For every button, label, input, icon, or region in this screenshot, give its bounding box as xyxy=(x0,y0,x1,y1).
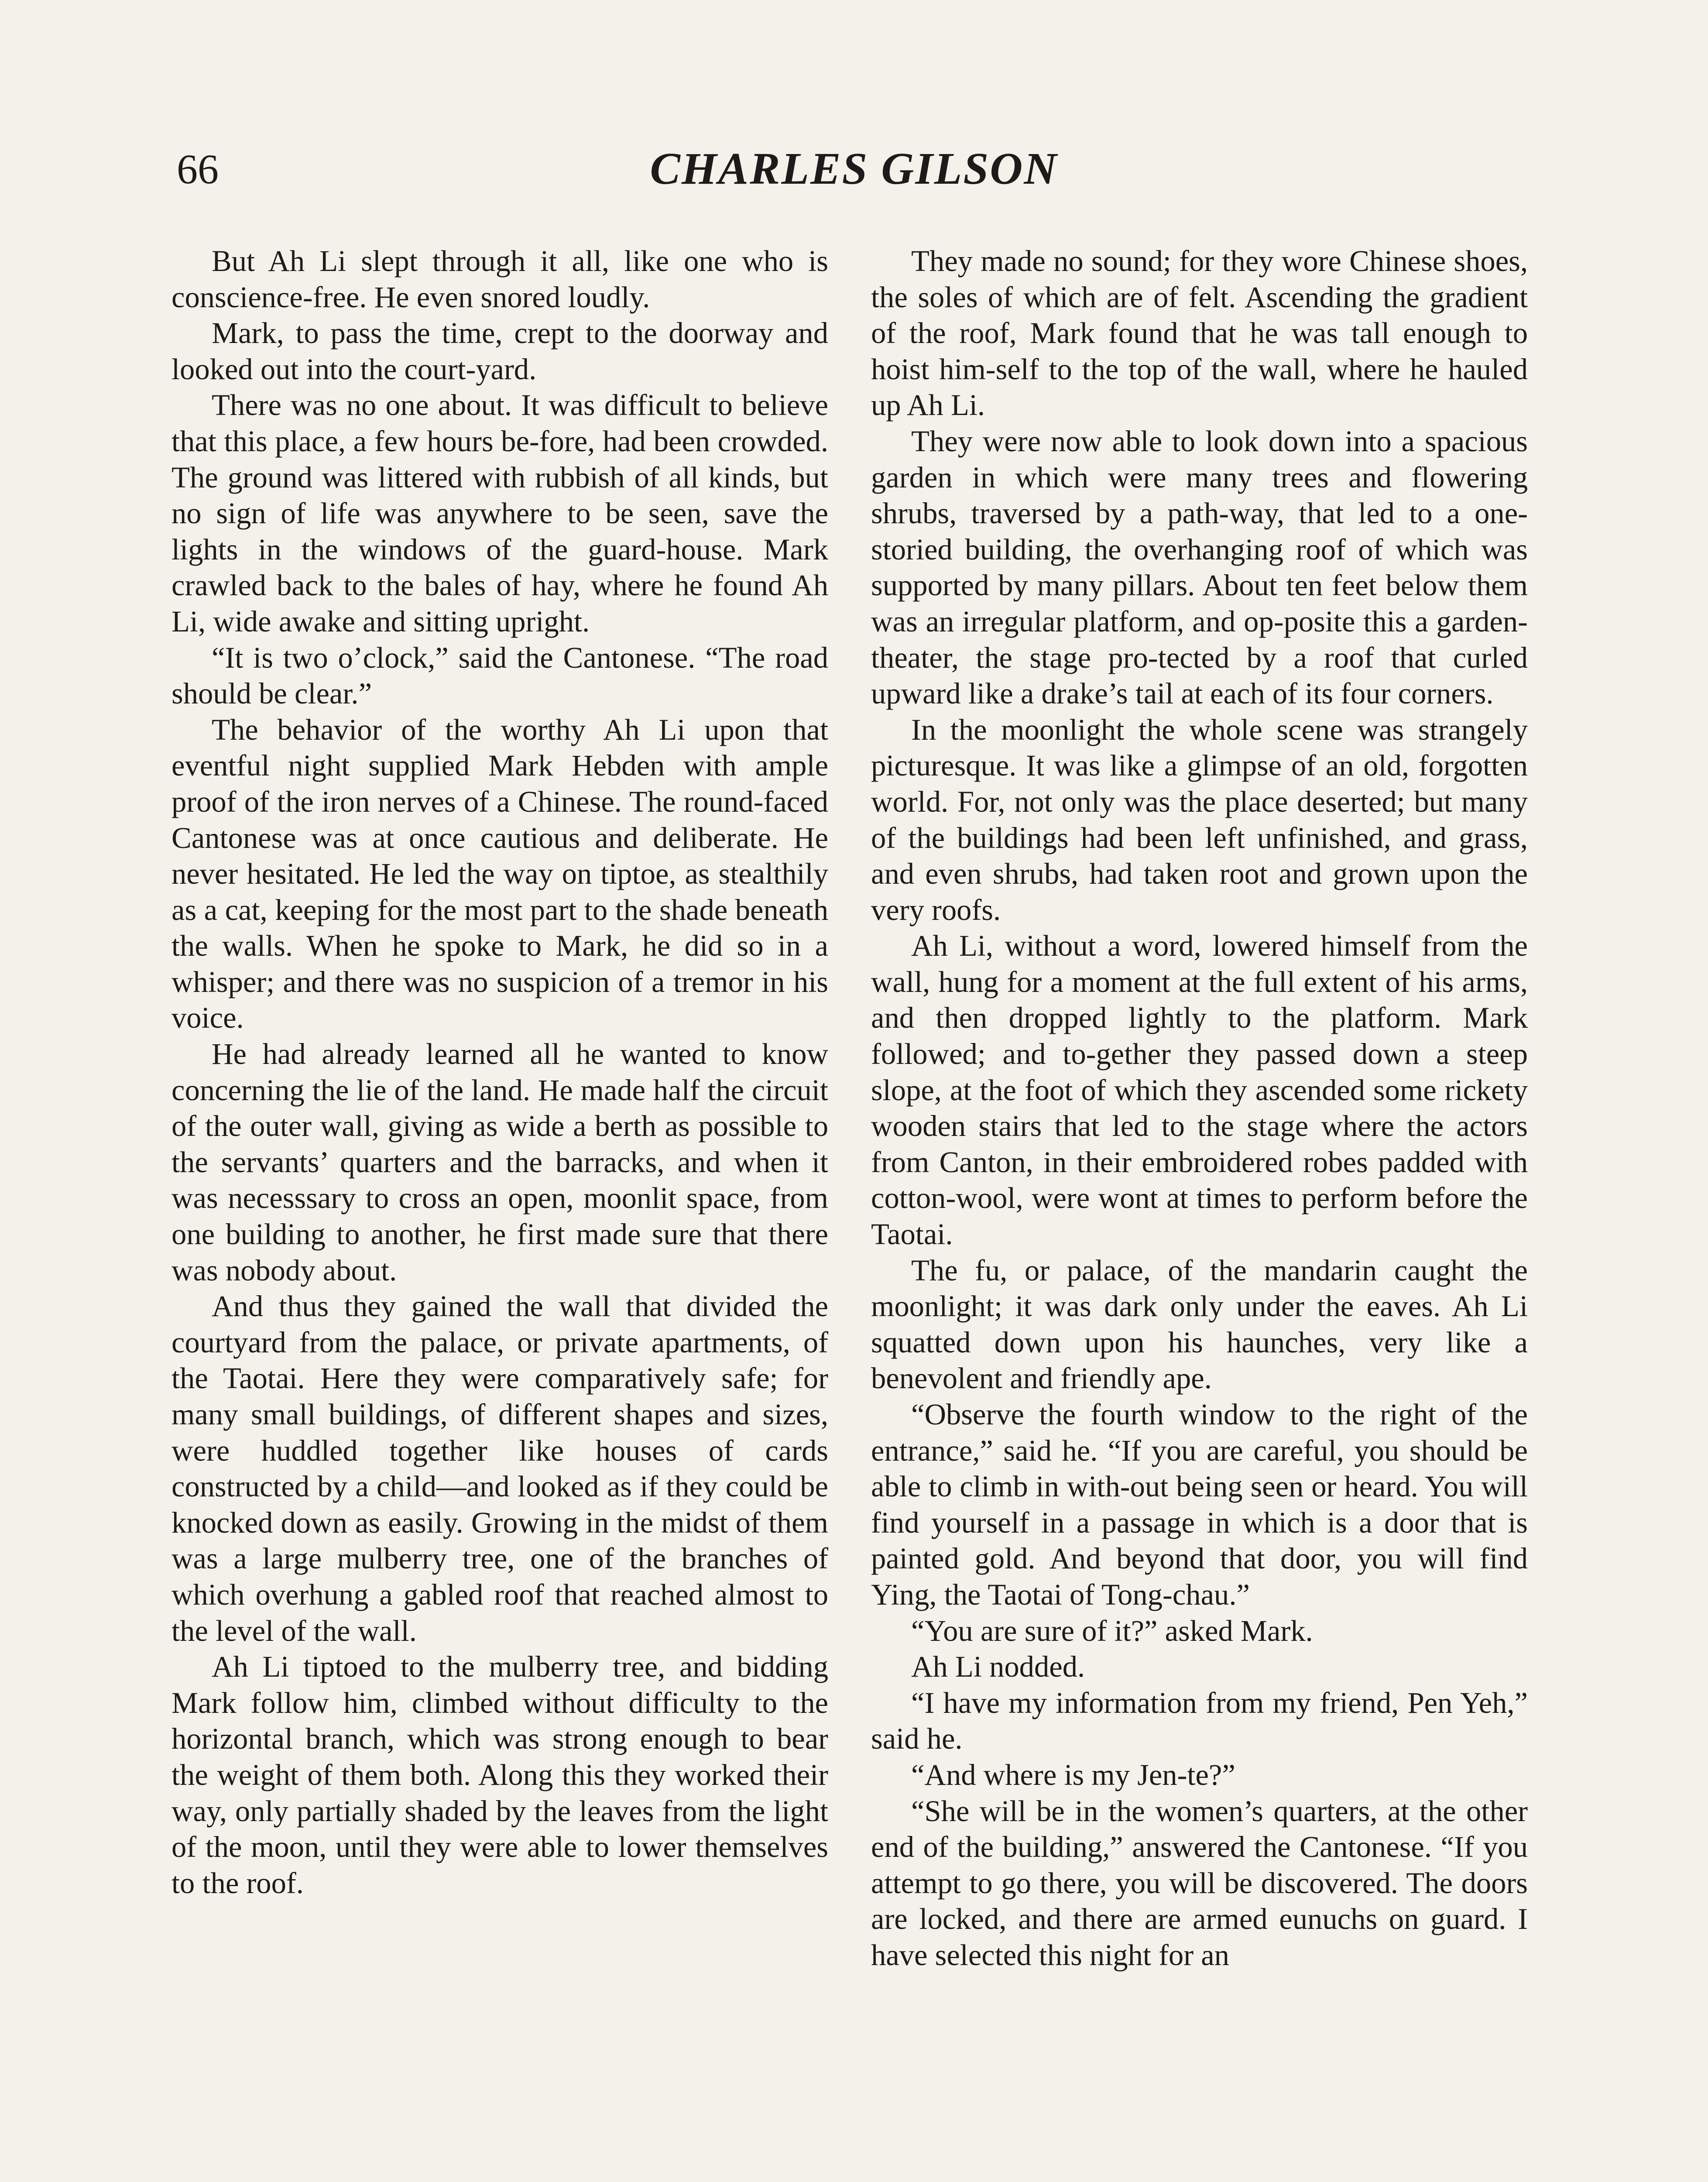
paragraph: Mark, to pass the time, crept to the doorway and looked out into the court-yard. xyxy=(171,316,828,386)
paragraph: Ah Li nodded. xyxy=(911,1650,1085,1684)
paragraph: Ah Li, without a word, lowered himself from the wall, hung for a moment at the full extent of his arms, and then dropped lightly to the platform. Mark followed; and to-gether they passed down a steep slope, at the foot of which they ascended some rickety wooden stairs that led to the stage where the actors from Canton, in their embroidered robes padded with cotton-wool, were wont at times to perform before the Taotai. xyxy=(871,929,1528,1251)
paragraph: And thus they gained the wall that divided the courtyard from the palace, or private apartments, of the Taotai. Here they were comparatively safe; for many small buildings, of different shapes and sizes, were huddled together like houses of cards constructed by a child—and looked as if they could be knocked down as easily. Growing in the midst of them was a large mulberry tree, one of the branches of which overhung a gabled roof that reached almost to the level of the wall. xyxy=(171,1290,828,1647)
paragraph: He had already learned all he wanted to know concerning the lie of the land. He made half the circuit of the outer wall, giving as wide a berth as possible to the servants’ quarters and the barracks, and when it was necesssary to cross an open, moonlit space, from one building to another, he first made sure that there was nobody about. xyxy=(171,1037,828,1287)
paragraph: “Observe the fourth window to the right of the entrance,” said he. “If you are careful, you should be able to climb in with-out being seen or heard. You will find yourself in a passage in which is a door that is painted gold. And beyond that door, you will find Ying, the Taotai of Tong-chau.” xyxy=(871,1398,1528,1611)
paragraph: They were now able to look down into a spacious garden in which were many trees and flowering shrubs, traversed by a path-way, that led to a one-storied building, the overhanging roof of which was supported by many pillars. About ten feet below them was an irregular platform, and op-posite this a garden-theater, the stage pro-tected by a roof that curled upward like a drake’s tail at each of its four corners. xyxy=(871,424,1528,710)
paragraph: “She will be in the women’s quarters, at the other end of the building,” answered the Cantonese. “If you attempt to go there, you will be discovered. The doors are locked, and there are armed eunuchs on guard. I have selected this night for an xyxy=(871,1794,1528,1972)
running-head: CHARLES GILSON xyxy=(650,144,1058,194)
paragraph: The fu, or palace, of the mandarin caught the moonlight; it was dark only under the eaves. Ah Li squatted down upon his haunches, very like a benevolent and friendly ape. xyxy=(871,1253,1528,1395)
paragraph: There was no one about. It was difficult to believe that this place, a few hours be-fore, had been crowded. The ground was littered with rubbish of all kinds, but no sign of life was anywhere to be seen, save the lights in the windows of the guard-house. Mark crawled back to the bales of hay, where he found Ah Li, wide awake and sitting upright. xyxy=(171,388,828,638)
left-column xyxy=(171,243,828,1901)
paragraph: The behavior of the worthy Ah Li upon that eventful night supplied Mark Hebden with ample proof of the iron nerves of a Chinese. The round-faced Cantonese was at once cautious and deliberate. He never hesitated. He led the way on tiptoe, as stealthily as a cat, keeping for the most part to the shade beneath the walls. When he spoke to Mark, he did so in a whisper; and there was no suspicion of a tremor in his voice. xyxy=(171,713,828,1035)
paragraph: “And where is my Jen-te?” xyxy=(911,1758,1235,1791)
paragraph: In the moonlight the whole scene was strangely picturesque. It was like a glimpse of an old, forgotten world. For, not only was the place deserted; but many of the buildings had been left unfinished, and grass, and even shrubs, had taken root and grown upon the very roofs. xyxy=(871,713,1528,926)
paragraph: They made no sound; for they wore Chinese shoes, the soles of which are of felt. Ascending the gradient of the roof, Mark found that he was tall enough to hoist him-self to the top of the wall, where he hauled up Ah Li. xyxy=(871,244,1528,422)
paragraph: “I have my information from my friend, Pen Yeh,” said he. xyxy=(871,1686,1528,1756)
paragraph: But Ah Li slept through it all, like one who is conscience-free. He even snored loudly. xyxy=(171,244,828,314)
paragraph: “It is two o’clock,” said the Cantonese. “The road should be clear.” xyxy=(171,641,828,710)
paragraph: Ah Li tiptoed to the mulberry tree, and bidding Mark follow him, climbed without difficulty to the horizontal branch, which was strong enough to bear the weight of them both. Along this they worked their way, only partially shaded by the leaves from the light of the moon, until they were able to lower themselves to the roof. xyxy=(171,1650,828,1900)
paragraph: “You are sure of it?” asked Mark. xyxy=(911,1614,1313,1647)
page-number: 66 xyxy=(177,146,219,192)
right-column xyxy=(871,243,1528,1973)
